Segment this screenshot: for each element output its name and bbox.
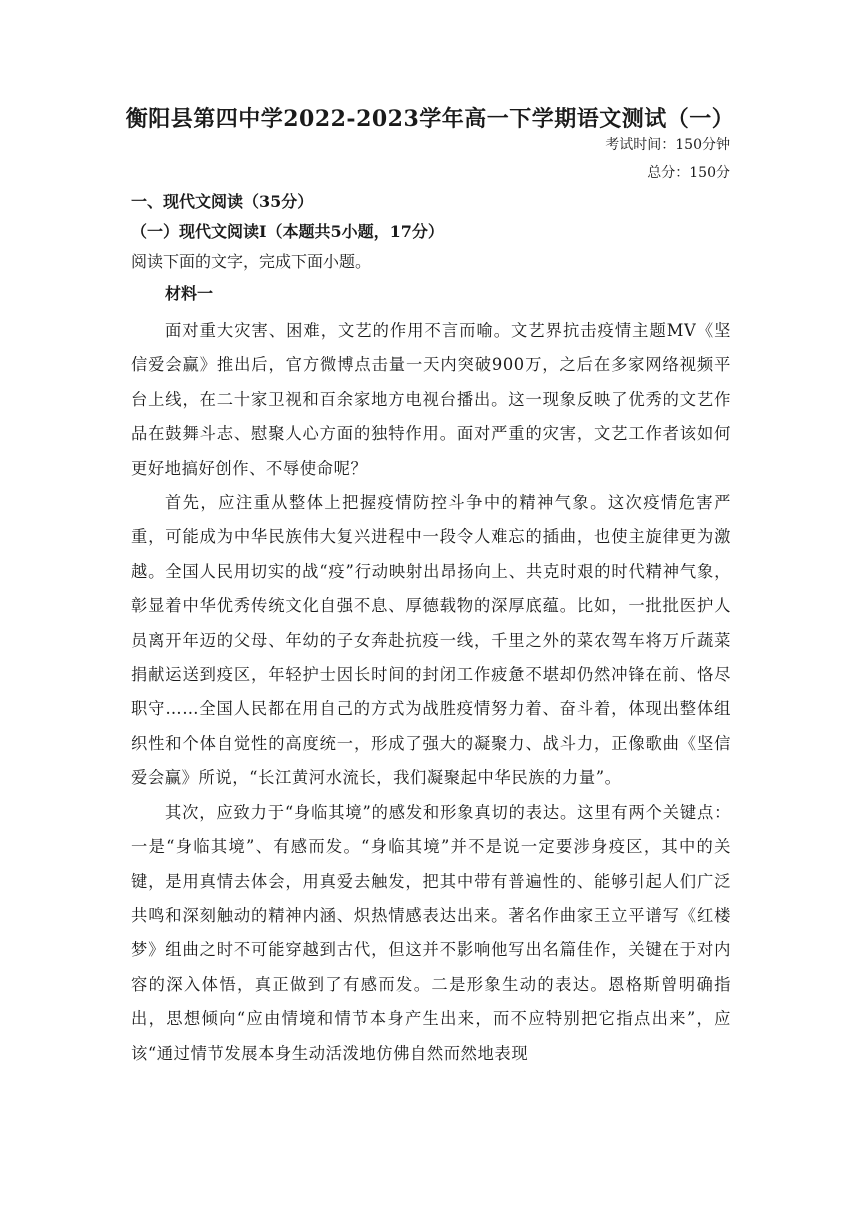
total-score: 总分：150分 [647,165,730,181]
subsection-heading: （一）现代文阅读I（本题共5小题，17分） [131,222,444,241]
paragraph: 面对重大灾害、困难，文艺的作用不言而喻。文艺界抗击疫情主题MV《坚信爱会赢》推出后，官方微博点击量一天内突破900万，之后在多家网络视频平台上线，在二十家卫视和百余家地方电视台播出。这一现象反映了优秀的文艺作品在鼓舞斗志、慰聚人心方面的独特作用。面对严重的灾害，文艺工作者该如何更好地搞好创作、不辱使命呢？ [131,321,731,478]
exam-time: 考试时间：150分钟 [605,137,730,153]
section-heading: 一、现代文阅读（35分） [131,192,314,211]
paragraph: 首先，应注重从整体上把握疫情防控斗争中的精神气象。这次疫情危害严重，可能成为中华民族伟大复兴进程中一段令人难忘的插曲，也使主旋律更为激越。全国人民用切实的战“疫”行动映射出昂扬向上、共克时艰的时代精神气象，彰显着中华优秀传统文化自强不息、厚德载物的深厚底蕴。比如，一批批医护人员离开年迈的父母、年幼的子女奔赴抗疫一线，千里之外的菜农驾车将万斤蔬菜捐献运送到疫区，年轻护士因长时间的封闭工作疲惫不堪却仍然冲锋在前、恪尽职守……全国人民都在用自己的方式为战胜疫情努力着、奋斗着，体现出整体组织性和个体自觉性的高度统一，形成了强大的凝聚力、战斗力，正像歌曲《坚信爱会赢》所说，“长江黄河水流长，我们凝聚起中华民族的力量”。 [131,493,731,788]
reading-instruction: 阅读下面的文字，完成下面小题。 [131,252,372,271]
document-body [131,188,731,1071]
material-label: 材料一 [165,284,214,303]
document-title: 衡阳县第四中学2022-2023学年高一下学期语文测试（一） [125,106,735,132]
paragraph: 其次，应致力于“身临其境”的感发和形象真切的表达。这里有两个关键点：一是“身临其境”、有感而发。“身临其境”并不是说一定要涉身疫区，其中的关键，是用真情去体会，用真爱去触发，把其中带有普遍性的、能够引起人们广泛共鸣和深刻触动的精神内涵、炽热情感表达出来。著名作曲家王立平谱写《红楼梦》组曲之时不可能穿越到古代，但这并不影响他写出名篇佳作，关键在于对内容的深入体悟，真正做到了有感而发。二是形象生动的表达。恩格斯曾明确指出，思想倾向“应由情境和情节本身产生出来，而不应特别把它指点出来”，应该“通过情节发展本身生动活泼地仿佛自然而然地表现 [131,802,731,1063]
